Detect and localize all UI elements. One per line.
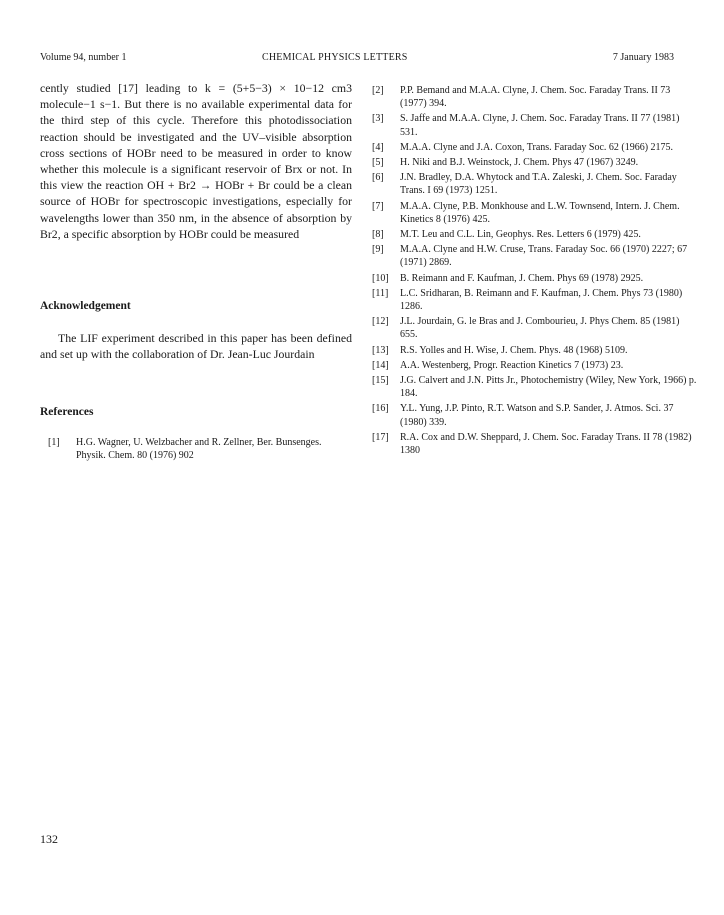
reference-text: H. Niki and B.J. Weinstock, J. Chem. Phys 47 (1967) 3249. bbox=[400, 157, 639, 169]
reference-text: J.N. Bradley, D.A. Whytock and T.A. Zaleski, J. Chem. Soc. Faraday Trans. I 69 (1973) 1251. bbox=[400, 172, 677, 197]
page-number: 132 bbox=[40, 832, 58, 846]
body-paragraph: cently studied [17] leading to k = (5+5−3) × 10−12 cm3 molecule−1 s−1. But there is no available experimental data for the third step of this cycle. Therefore this photodissociation reaction should be investigated and the UV–visible absorption cross sections of HOBr need to be measured in order to know whether this molecule is a significant reservoir of Brx or not. In this view the reaction OH + Br2 → HOBr + Br could be a clean source of HOBr for spectroscopic investigations, especially for wavelengths lower than 350 nm, in the absence of absorption by Br2, a specific absorption by HOBr could be measured bbox=[40, 81, 352, 241]
reference-text: B. Reimann and F. Kaufman, J. Chem. Phys 69 (1978) 2925. bbox=[400, 272, 644, 284]
reference-item bbox=[372, 200, 698, 226]
reference-text: J.L. Jourdain, G. le Bras and J. Combourieu, J. Phys Chem. 85 (1981) 655. bbox=[400, 316, 680, 341]
reference-number: [3] bbox=[372, 113, 384, 125]
reference-item bbox=[372, 344, 698, 357]
reference-number: [13] bbox=[372, 344, 389, 356]
body-column bbox=[40, 80, 352, 242]
reference-item bbox=[372, 287, 698, 313]
issue-date: 7 January 1983 bbox=[612, 52, 674, 63]
reference-text: M.T. Leu and C.L. Lin, Geophys. Res. Letters 6 (1979) 425. bbox=[400, 229, 641, 241]
reference-item bbox=[372, 156, 698, 169]
reference-text: M.A.A. Clyne and H.W. Cruse, Trans. Faraday Soc. 66 (1970) 2227; 67 (1971) 2869. bbox=[400, 244, 688, 269]
reference-number: [16] bbox=[372, 403, 389, 415]
reference-item bbox=[372, 112, 698, 138]
reference-text: L.C. Sridharan, B. Reimann and F. Kaufman, J. Chem. Phys 73 (1980) 1286. bbox=[400, 287, 683, 313]
reference-text: R.A. Cox and D.W. Sheppard, J. Chem. Soc. Faraday Trans. II 78 (1982) 1380 bbox=[400, 431, 692, 457]
reference-item bbox=[372, 359, 698, 372]
reference-number: [14] bbox=[372, 359, 389, 371]
reference-item bbox=[372, 374, 698, 400]
reference-text: R.S. Yolles and H. Wise, J. Chem. Phys. 48 (1968) 5109. bbox=[400, 344, 628, 356]
references-heading: References bbox=[40, 406, 94, 418]
reference-number: [5] bbox=[372, 157, 384, 169]
reference-text: P.P. Bemand and M.A.A. Clyne, J. Chem. Soc. Faraday Trans. II 73 (1977) 394. bbox=[400, 85, 671, 110]
reference-text: Y.L. Yung, J.P. Pinto, R.T. Watson and S.P. Sander, J. Atmos. Sci. 37 (1980) 339. bbox=[400, 403, 674, 428]
reference-item bbox=[372, 402, 698, 428]
reference-number: [1] bbox=[48, 437, 60, 448]
reference-item bbox=[372, 315, 698, 341]
reference-number: [9] bbox=[372, 244, 384, 256]
reference-text: H.G. Wagner, U. Welzbacher and R. Zellner, Ber. Bunsenges. Physik. Chem. 80 (1976) 902 bbox=[76, 437, 322, 462]
reference-item bbox=[372, 228, 698, 241]
reference-item bbox=[48, 436, 352, 462]
reference-number: [4] bbox=[372, 141, 384, 153]
acknowledgement-text: The LIF experiment described in this paper has been defined and set up with the collaboration of Dr. Jean-Luc Jourdain bbox=[40, 331, 352, 362]
reference-text: A.A. Westenberg, Progr. Reaction Kinetics 7 (1973) 23. bbox=[400, 359, 624, 371]
reference-text: M.A.A. Clyne, P.B. Monkhouse and L.W. Townsend, Intern. J. Chem. Kinetics 8 (1976) 425. bbox=[400, 200, 680, 225]
references-right-column bbox=[372, 84, 698, 459]
reference-number: [7] bbox=[372, 200, 384, 212]
reference-text: J.G. Calvert and J.N. Pitts Jr., Photochemistry (Wiley, New York, 1966) p. 184. bbox=[400, 375, 697, 400]
reference-text: M.A.A. Clyne and J.A. Coxon, Trans. Faraday Soc. 62 (1966) 2175. bbox=[400, 141, 674, 153]
reference-number: [10] bbox=[372, 272, 389, 284]
reference-number: [12] bbox=[372, 316, 389, 328]
reference-number: [15] bbox=[372, 375, 389, 387]
reference-number: [17] bbox=[372, 431, 389, 443]
reference-item bbox=[372, 84, 698, 110]
reference-number: [11] bbox=[372, 287, 389, 299]
journal-title: CHEMICAL PHYSICS LETTERS bbox=[262, 52, 408, 63]
reference-text: S. Jaffe and M.A.A. Clyne, J. Chem. Soc. Faraday Trans. II 77 (1981) 531. bbox=[400, 113, 680, 138]
reference-list-left bbox=[48, 436, 352, 462]
reference-number: [8] bbox=[372, 229, 384, 241]
reference-item bbox=[372, 141, 698, 154]
references-left-column bbox=[48, 436, 352, 464]
reference-item bbox=[372, 171, 698, 197]
reference-number: [6] bbox=[372, 172, 384, 184]
reference-number: [2] bbox=[372, 85, 384, 96]
reference-list-right bbox=[372, 84, 698, 457]
reference-item bbox=[372, 272, 698, 285]
reference-item bbox=[372, 243, 698, 269]
volume-number: Volume 94, number 1 bbox=[40, 52, 127, 63]
reference-item bbox=[372, 431, 698, 457]
acknowledgement-heading: Acknowledgement bbox=[40, 300, 131, 312]
